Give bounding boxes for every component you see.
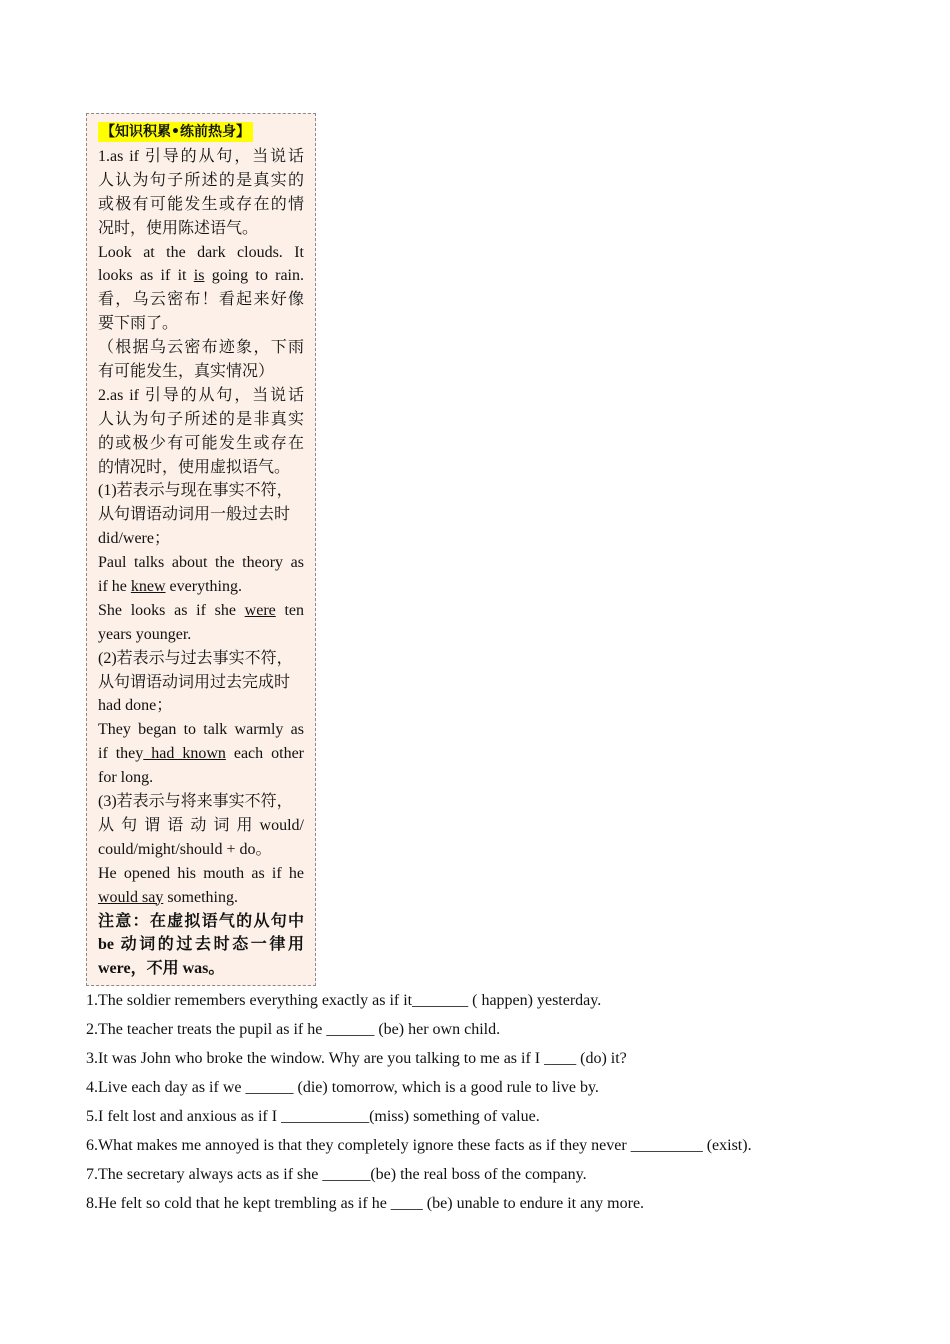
note-line	[98, 742, 304, 766]
note-text: 从 句 谓 语 动 词 用 would/	[98, 816, 304, 834]
exercise-item: 5.I felt lost and anxious as if I ___________(miss) something of value.	[86, 1108, 540, 1125]
note-text: 2.as if 引导的从句，当说话	[98, 386, 304, 404]
note-text: 的情况时，使用虚拟语气。	[98, 458, 291, 476]
note-line	[98, 886, 304, 910]
note-line	[98, 790, 304, 814]
note-line	[98, 432, 304, 456]
underlined-verb: is	[193, 267, 205, 285]
note-text: 况时，使用陈述语气。	[98, 219, 259, 237]
note-text: Look at the dark clouds. It	[98, 243, 304, 261]
note-text: were，不用 was。	[98, 960, 225, 978]
note-line	[98, 910, 304, 934]
note-text: for long.	[98, 769, 154, 787]
note-text: 看，乌云密布！看起来好像	[98, 291, 304, 309]
note-text: years younger.	[98, 625, 192, 643]
note-text: 从句谓语动词用过去完成时	[98, 673, 291, 691]
note-text: 注意：在虚拟语气的从句中	[98, 912, 304, 930]
exercise-item: 2.The teacher treats the pupil as if he ______ (be) her own child.	[86, 1021, 501, 1038]
note-line	[98, 933, 304, 957]
note-body	[98, 145, 304, 981]
note-line	[98, 575, 304, 599]
note-line	[98, 623, 304, 647]
underlined-verb: would say	[98, 888, 164, 906]
exercise-item: 4.Live each day as if we ______ (die) tomorrow, which is a good rule to live by.	[86, 1079, 599, 1096]
note-line	[98, 862, 304, 886]
knowledge-note-box	[86, 113, 316, 986]
note-line	[98, 408, 304, 432]
note-text: if he	[98, 578, 131, 596]
note-text: looks as if it	[98, 267, 194, 285]
note-line	[98, 694, 304, 718]
exercise-item: 6.What makes me annoyed is that they completely ignore these facts as if they never _________ (exist).	[86, 1137, 752, 1154]
note-line	[98, 647, 304, 671]
note-line	[98, 838, 304, 862]
note-text: ten	[275, 601, 305, 619]
note-text: had done；	[98, 697, 173, 715]
note-line	[98, 718, 304, 742]
note-text: He opened his mouth as if he	[98, 864, 304, 882]
note-line	[98, 671, 304, 695]
note-line	[98, 145, 304, 169]
exercise-item: 1.The soldier remembers everything exactly as if it_______ ( happen) yesterday.	[86, 992, 602, 1009]
exercise-item: 8.He felt so cold that he kept trembling as if he ____ (be) unable to endure it any more.	[86, 1195, 645, 1212]
exercise-item: 3.It was John who broke the window. Why are you talking to me as if I ____ (do) it?	[86, 1050, 627, 1067]
exercise-item: 7.The secretary always acts as if she ______(be) the real boss of the company.	[86, 1166, 587, 1183]
note-text: She looks as if she	[98, 601, 245, 619]
note-text: 1.as if 引导的从句，当说话	[98, 148, 304, 165]
note-line	[98, 169, 304, 193]
note-text: 要下雨了。	[98, 315, 179, 333]
note-line	[98, 814, 304, 838]
note-text: 的或极少有可能发生或存在	[98, 434, 304, 452]
note-line	[98, 336, 304, 360]
exercise-list	[86, 986, 946, 1218]
note-line	[98, 241, 304, 265]
note-text: 有可能发生，真实情况）	[98, 363, 275, 381]
note-text: 人认为句子所述的是非真实	[98, 410, 304, 428]
note-line	[98, 217, 304, 241]
note-text: 从句谓语动词用一般过去时	[98, 506, 291, 524]
note-text: everything.	[165, 578, 242, 596]
note-line	[98, 456, 304, 480]
note-line	[98, 527, 304, 551]
note-text: each other	[225, 745, 305, 763]
note-line	[98, 360, 304, 384]
note-line	[98, 957, 304, 981]
note-text: did/were；	[98, 530, 170, 548]
note-text: 或极有可能发生或存在的情	[98, 195, 304, 213]
note-line	[98, 599, 304, 623]
note-line	[98, 551, 304, 575]
note-line	[98, 193, 304, 217]
note-line	[98, 312, 304, 336]
underlined-verb: were	[244, 601, 276, 619]
note-text: Paul talks about the theory as	[98, 554, 304, 572]
note-text: They began to talk warmly as	[98, 721, 304, 739]
note-text: going to rain.	[204, 267, 304, 285]
note-line	[98, 264, 304, 288]
note-line	[98, 479, 304, 503]
note-text: (1)若表示与现在事实不符，	[98, 482, 293, 500]
note-line	[98, 503, 304, 527]
note-line	[98, 384, 304, 408]
note-text: （根据乌云密布迹象，下雨	[98, 339, 304, 357]
underlined-verb: had known	[143, 745, 226, 763]
note-text: something.	[163, 888, 238, 906]
note-heading: 【知识积累•练前热身】	[98, 122, 253, 142]
note-text: (2)若表示与过去事实不符，	[98, 649, 293, 667]
note-text: could/might/should + do。	[98, 840, 272, 858]
note-text: (3)若表示与将来事实不符，	[98, 793, 293, 811]
note-text: be 动词的过去时态一律用	[98, 936, 304, 954]
underlined-verb: knew	[130, 578, 166, 596]
note-text: if they	[98, 745, 144, 763]
note-line	[98, 288, 304, 312]
note-line	[98, 766, 304, 790]
note-text: 人认为句子所述的是真实的	[98, 171, 304, 189]
